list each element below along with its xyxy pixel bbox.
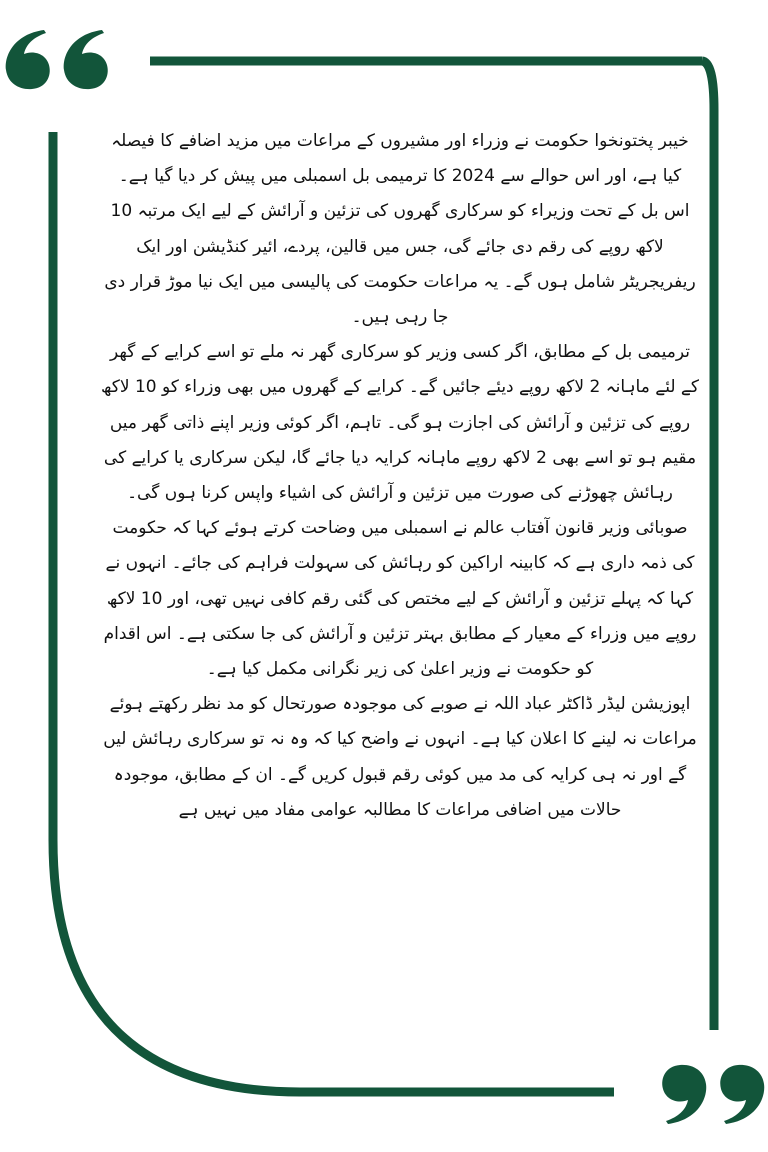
frame-right-curve (702, 61, 714, 1030)
article-body (100, 124, 700, 1024)
article-paragraph: صوبائی وزیر قانون آفتاب عالم نے اسمبلی میں وضاحت کرتے ہوئے کہا کہ حکومت کی ذمہ داری ہے کہ کابینہ اراکین کو رہائش کی سہولت فراہم کی جائے۔ انہوں نے کہا کہ پہلے تزئین و آرائش کے لیے مختص کی گئی رقم کافی نہیں تھی، اور 10 لاکھ روپے میں وزراء کے معیار کے مطابق بہتر تزئین و آرائش کی جا سکتی ہے۔ اس اقدام کو حکومت نے وزیر اعلیٰ کی زیر نگرانی مکمل کیا ہے۔ (103, 518, 697, 680)
opening-quote-icon (6, 30, 108, 89)
article-paragraph: ترمیمی بل کے مطابق، اگر کسی وزیر کو سرکاری گھر نہ ملے تو اسے کرایے کے گھر کے لئے ماہانہ 2 لاکھ روپے دیئے جائیں گے۔ کرایے کے گھروں میں بھی وزراء کو 10 لاکھ روپے کی تزئین و آرائش کی اجازت ہو گی۔ تاہم، اگر کوئی وزیر اپنے ذاتی گھر میں مقیم ہو تو اسے بھی 2 لاکھ روپے ماہانہ کرایہ دیا جائے گا، لیکن سرکاری یا کرایے کی رہائش چھوڑنے کی صورت میں تزئین و آرائش کی اشیاء واپس کرنا ہوں گی۔ (101, 342, 699, 504)
article-paragraph: اس بل کے تحت وزیراء کو سرکاری گھروں کی تزئین و آرائش کے لیے ایک مرتبہ 10 لاکھ روپے کی رقم دی جائے گی، جس میں قالین، پردے، ائیر کنڈیشن اور ایک ریفریجریٹر شامل ہوں گے۔ یہ مراعات حکومت کی پالیسی میں ایک نیا موڑ قرار دی جا رہی ہیں۔ (104, 201, 696, 328)
article-paragraph: اپوزیشن لیڈر ڈاکٹر عباد اللہ نے صوبے کی موجودہ صورتحال کو مد نظر رکھتے ہوئے مراعات نہ لینے کا اعلان کیا ہے۔ انہوں نے واضح کیا کہ وہ نہ تو سرکاری رہائش لیں گے اور نہ ہی کرایہ کی مد میں کوئی رقم قبول کریں گے۔ ان کے مطابق، موجودہ حالات میں اضافی مراعات کا مطالبہ عوامی مفاد میں نہیں ہے (103, 694, 697, 820)
closing-quote-icon (662, 1065, 764, 1124)
article-paragraph: خیبر پختونخوا حکومت نے وزراء اور مشیروں کے مراعات میں مزید اضافے کا فیصلہ کیا ہے، اور اس حوالے سے 2024 کا ترمیمی بل اسمبلی میں پیش کر دیا گیا ہے۔ (111, 131, 689, 187)
